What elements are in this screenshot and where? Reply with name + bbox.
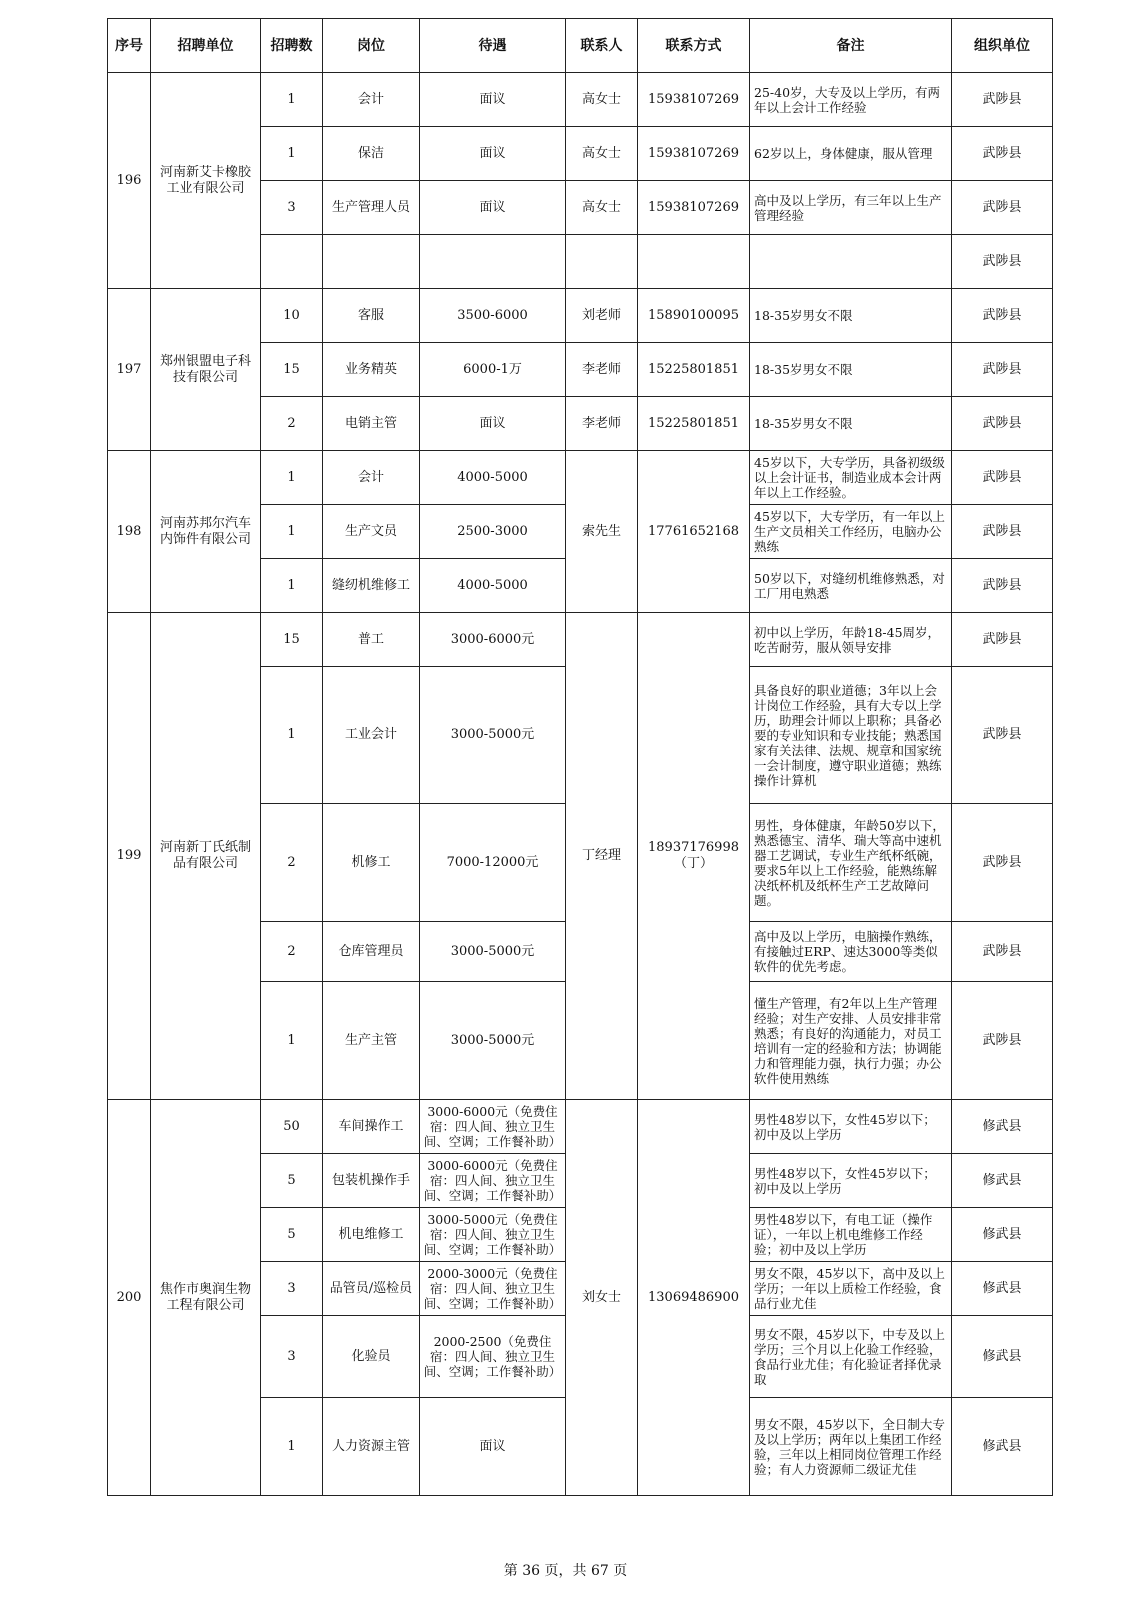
wage-cell: 2500-3000 [420,505,566,559]
org-cell: 修武县 [952,1208,1053,1262]
phone-cell: 18937176998（丁） [638,613,750,1100]
job-listing-document [107,18,1052,1496]
post-cell: 机修工 [323,804,420,922]
table-row [108,289,1053,343]
wage-cell: 面议 [420,181,566,235]
company-cell: 河南新丁氏纸制品有限公司 [151,613,261,1100]
wage-cell: 4000-5000 [420,559,566,613]
count-cell: 2 [261,397,323,451]
header-count: 招聘数 [261,19,323,73]
phone-cell: 15225801851 [638,397,750,451]
wage-cell: 3000-5000元 [420,982,566,1100]
phone-cell: 15890100095 [638,289,750,343]
post-cell: 生产管理人员 [323,181,420,235]
table-body [108,73,1053,1496]
count-cell: 1 [261,73,323,127]
table-row [108,73,1053,127]
company-cell: 河南新艾卡橡胶工业有限公司 [151,73,261,289]
wage-cell: 3000-6000元 [420,613,566,667]
header-wage: 待遇 [420,19,566,73]
org-cell: 修武县 [952,1262,1053,1316]
wage-cell: 3000-6000元（免费住宿：四人间、独立卫生间、空调；工作餐补助） [420,1100,566,1154]
phone-cell: 13069486900 [638,1100,750,1496]
header-no: 序号 [108,19,151,73]
note-cell: 初中以上学历，年龄18-45周岁，吃苦耐劳，服从领导安排 [750,613,952,667]
note-cell: 男女不限，45岁以下，高中及以上学历；一年以上质检工作经验，食品行业尤佳 [750,1262,952,1316]
org-cell: 武陟县 [952,559,1053,613]
org-cell: 武陟县 [952,451,1053,505]
phone-cell: 17761652168 [638,451,750,613]
count-cell: 3 [261,1316,323,1398]
note-cell: 男性，身体健康，年龄50岁以下，熟悉德宝、清华、瑞大等高中速机器工艺调试，专业生产纸杯纸碗，要求5年以上工作经验，能熟练解决纸杯机及纸杯生产工艺故障问题。 [750,804,952,922]
post-cell: 人力资源主管 [323,1398,420,1496]
note-cell: 男女不限，45岁以下，全日制大专及以上学历；两年以上集团工作经验，三年以上相同岗位管理工作经验；有人力资源师二级证尤佳 [750,1398,952,1496]
count-cell: 1 [261,1398,323,1496]
count-cell: 5 [261,1154,323,1208]
post-cell: 客服 [323,289,420,343]
wage-cell: 面议 [420,397,566,451]
wage-cell: 3000-6000元（免费住宿：四人间、独立卫生间、空调；工作餐补助） [420,1154,566,1208]
contact-cell: 李老师 [566,397,638,451]
contact-cell: 索先生 [566,451,638,613]
count-cell: 1 [261,559,323,613]
org-cell: 修武县 [952,1316,1053,1398]
org-cell: 武陟县 [952,235,1053,289]
row-number-cell: 198 [108,451,151,613]
org-cell: 武陟县 [952,505,1053,559]
count-cell: 1 [261,505,323,559]
post-cell: 生产主管 [323,982,420,1100]
phone-cell [638,235,750,289]
org-cell: 武陟县 [952,667,1053,804]
contact-cell: 高女士 [566,127,638,181]
table-row [108,613,1053,667]
recruitment-table [107,18,1053,1496]
wage-cell: 7000-12000元 [420,804,566,922]
post-cell: 业务精英 [323,343,420,397]
count-cell: 1 [261,667,323,804]
org-cell: 武陟县 [952,289,1053,343]
org-cell: 修武县 [952,1398,1053,1496]
contact-cell: 刘女士 [566,1100,638,1496]
note-cell: 62岁以上，身体健康，服从管理 [750,127,952,181]
count-cell: 5 [261,1208,323,1262]
org-cell: 武陟县 [952,922,1053,982]
post-cell: 化验员 [323,1316,420,1398]
note-cell: 男性48岁以下，有电工证（操作证），一年以上机电维修工作经验；初中及以上学历 [750,1208,952,1262]
header-note: 备注 [750,19,952,73]
note-cell: 懂生产管理，有2年以上生产管理经验；对生产安排、人员安排非常熟悉；有良好的沟通能力，对员工培训有一定的经验和方法；协调能力和管理能力强，执行力强；办公软件使用熟练 [750,982,952,1100]
phone-cell: 15938107269 [638,127,750,181]
note-cell: 男性48岁以下，女性45岁以下；初中及以上学历 [750,1100,952,1154]
header-org: 组织单位 [952,19,1053,73]
count-cell: 50 [261,1100,323,1154]
org-cell: 武陟县 [952,181,1053,235]
count-cell: 3 [261,181,323,235]
wage-cell: 3000-5000元 [420,667,566,804]
post-cell: 机电维修工 [323,1208,420,1262]
note-cell: 18-35岁男女不限 [750,343,952,397]
company-cell: 焦作市奥润生物工程有限公司 [151,1100,261,1496]
note-cell: 高中及以上学历，有三年以上生产管理经验 [750,181,952,235]
contact-cell: 高女士 [566,73,638,127]
wage-cell: 2000-3000元（免费住宿：四人间、独立卫生间、空调；工作餐补助） [420,1262,566,1316]
org-cell: 武陟县 [952,982,1053,1100]
org-cell: 修武县 [952,1100,1053,1154]
note-cell: 具备良好的职业道德；3年以上会计岗位工作经验，具有大专以上学历，助理会计师以上职称；具备必要的专业知识和专业技能；熟悉国家有关法律、法规、规章和国家统一会计制度，遵守职业道德；熟练操作计算机 [750,667,952,804]
count-cell: 1 [261,982,323,1100]
count-cell [261,235,323,289]
contact-cell: 丁经理 [566,613,638,1100]
header-company: 招聘单位 [151,19,261,73]
note-cell: 18-35岁男女不限 [750,397,952,451]
count-cell: 15 [261,613,323,667]
post-cell: 工业会计 [323,667,420,804]
table-row [108,451,1053,505]
org-cell: 武陟县 [952,127,1053,181]
row-number-cell: 199 [108,613,151,1100]
post-cell: 保洁 [323,127,420,181]
header-post: 岗位 [323,19,420,73]
post-cell: 会计 [323,73,420,127]
page-footer: 第 36 页，共 67 页 [503,1563,628,1579]
table-row [108,1100,1053,1154]
note-cell: 男女不限，45岁以下，中专及以上学历；三个月以上化验工作经验，食品行业尤佳；有化验证者择优录取 [750,1316,952,1398]
contact-cell: 刘老师 [566,289,638,343]
wage-cell: 面议 [420,73,566,127]
contact-cell [566,235,638,289]
post-cell: 包装机操作手 [323,1154,420,1208]
wage-cell: 3000-5000元（免费住宿：四人间、独立卫生间、空调；工作餐补助） [420,1208,566,1262]
wage-cell: 3000-5000元 [420,922,566,982]
note-cell: 45岁以下，大专学历，有一年以上生产文员相关工作经历，电脑办公熟练 [750,505,952,559]
phone-cell: 15938107269 [638,73,750,127]
wage-cell: 面议 [420,1398,566,1496]
post-cell: 车间操作工 [323,1100,420,1154]
note-cell: 25-40岁，大专及以上学历，有两年以上会计工作经验 [750,73,952,127]
header-phone: 联系方式 [638,19,750,73]
phone-cell: 15938107269 [638,181,750,235]
note-cell: 50岁以下，对缝纫机维修熟悉，对工厂用电熟悉 [750,559,952,613]
org-cell: 修武县 [952,1154,1053,1208]
wage-cell [420,235,566,289]
company-cell: 河南苏邦尔汽车内饰件有限公司 [151,451,261,613]
count-cell: 1 [261,451,323,505]
post-cell: 品管员/巡检员 [323,1262,420,1316]
header-contact: 联系人 [566,19,638,73]
count-cell: 15 [261,343,323,397]
count-cell: 2 [261,804,323,922]
wage-cell: 2000-2500（免费住宿：四人间、独立卫生间、空调；工作餐补助） [420,1316,566,1398]
wage-cell: 4000-5000 [420,451,566,505]
count-cell: 3 [261,1262,323,1316]
post-cell [323,235,420,289]
note-cell: 45岁以下，大专学历，具备初级级以上会计证书，制造业成本会计两年以上工作经验。 [750,451,952,505]
count-cell: 2 [261,922,323,982]
contact-cell: 李老师 [566,343,638,397]
row-number-cell: 197 [108,289,151,451]
wage-cell: 3500-6000 [420,289,566,343]
company-cell: 郑州银盟电子科技有限公司 [151,289,261,451]
phone-cell: 15225801851 [638,343,750,397]
wage-cell: 面议 [420,127,566,181]
post-cell: 电销主管 [323,397,420,451]
post-cell: 仓库管理员 [323,922,420,982]
post-cell: 普工 [323,613,420,667]
org-cell: 武陟县 [952,343,1053,397]
org-cell: 武陟县 [952,613,1053,667]
post-cell: 生产文员 [323,505,420,559]
contact-cell: 高女士 [566,181,638,235]
row-number-cell: 196 [108,73,151,289]
org-cell: 武陟县 [952,73,1053,127]
note-cell [750,235,952,289]
note-cell: 高中及以上学历，电脑操作熟练，有接触过ERP、速达3000等类似软件的优先考虑。 [750,922,952,982]
wage-cell: 6000-1万 [420,343,566,397]
post-cell: 缝纫机维修工 [323,559,420,613]
count-cell: 1 [261,127,323,181]
note-cell: 男性48岁以下，女性45岁以下；初中及以上学历 [750,1154,952,1208]
count-cell: 10 [261,289,323,343]
org-cell: 武陟县 [952,804,1053,922]
post-cell: 会计 [323,451,420,505]
header-row [108,19,1053,73]
row-number-cell: 200 [108,1100,151,1496]
note-cell: 18-35岁男女不限 [750,289,952,343]
org-cell: 武陟县 [952,397,1053,451]
